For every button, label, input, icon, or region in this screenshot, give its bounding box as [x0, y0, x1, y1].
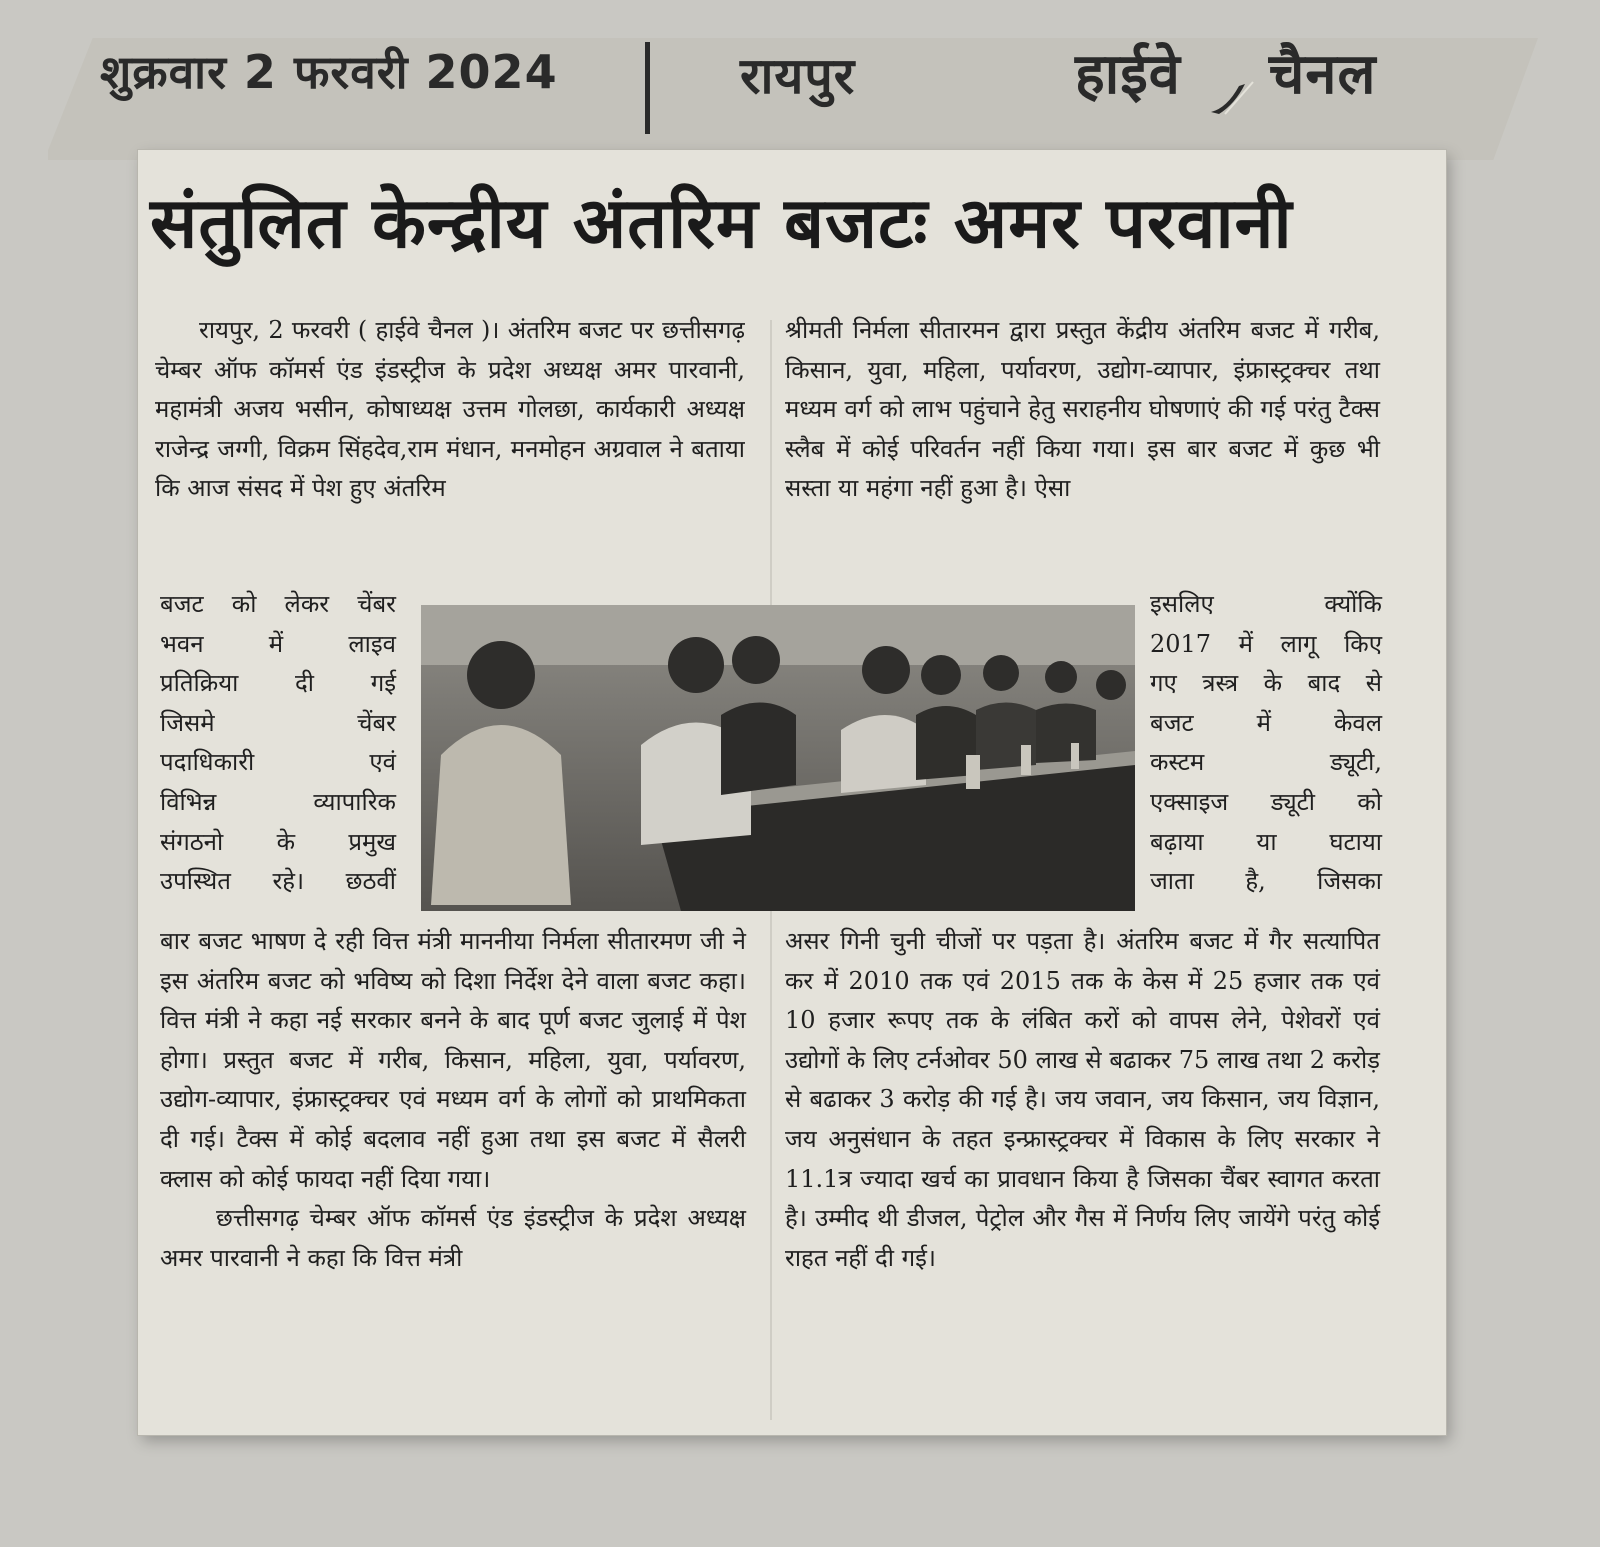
- left-wrap-column: [160, 585, 396, 902]
- left-wrap-line: जिसमे चेंबर: [160, 708, 396, 737]
- left-wrap-line: संगठनो के प्रमुख: [160, 827, 396, 856]
- left-wrap-line: बजट को लेकर चेंबर: [160, 590, 396, 618]
- left-paragraph-1-top: रायपुर, 2 फरवरी ( हाईवे चैनल )। अंतरिम बजट पर छत्तीसगढ़ चेम्बर ऑफ कॉमर्स एंड इंडस्ट्रीज के प्रदेश अध्यक्ष अमर पारवानी, महामंत्री अजय भसीन, कोषाध्यक्ष उत्तम गोलछा, कार्यकारी अध्यक्ष राजेन्द्र जग्गी, विक्रम सिंहदेव,राम मंधान, मनमोहन अग्रवाल ने बताया कि आज संसद में पेश हुए अंतरिम: [155, 316, 745, 503]
- right-paragraph-bottom: असर गिनी चुनी चीजों पर पड़ता है। अंतरिम बजट में गैर सत्यापित कर में 2010 तक एवं 2015 तक के केस में 25 हजार तक एवं 10 हजार रूपए तक के लंबित करों को वापस लेने, पेशेवरों एवं उद्योगों के लिए टर्नओवर 50 लाख से बढाकर 75 लाख तथा 2 करोड़ से बढाकर 3 करोड़ की गई है। जय जवान, जय किसान, जय विज्ञान, जय अनुसंधान के तहत इन्फ्रास्ट्रक्चर में विकास के लिए सरकार ने 11.1त्र ज्यादा खर्च का प्रावधान किया है जिसका चैंबर स्वागत करता है। उम्मीद थी डीजल, पेट्रोल और गैस में निर्णय लिए जायेंगे परंतु कोई राहत नहीं दी गई।: [785, 927, 1380, 1272]
- right-wrap-line: बढ़ाया या घटाया: [1150, 827, 1382, 856]
- right-wrap-column: [1150, 585, 1382, 902]
- right-wrap-line: कस्टम ड्यूटी,: [1150, 748, 1382, 777]
- left-wrap-line: पदाधिकारी एवं: [160, 748, 396, 777]
- right-wrap-line: 2017 में लागू किए: [1150, 629, 1382, 658]
- article-photo: [421, 605, 1135, 911]
- left-column-intro: [155, 311, 745, 588]
- left-paragraph-1-bottom: बार बजट भाषण दे रही वित्त मंत्री माननीया निर्मला सीतारमण जी ने इस अंतरिम बजट को भविष्य को दिशा निर्देश देने वाला बजट कहा। वित्त मंत्री ने कहा नई सरकार बनने के बाद पूर्ण बजट जुलाई में पेश होगा। प्रस्तुत बजट में गरीब, किसान, महिला, युवा, पर्यावरण, उद्योग-व्यापार, इंफ्रास्ट्रक्चर एवं मध्यम वर्ग के लोगों को प्राथमिकता दी गई। टैक्स में कोई बदलाव नहीं हुआ तथा इस बजट में सैलरी क्लास को कोई फायदा नहीं दिया गया।: [160, 927, 746, 1193]
- left-wrap-line: उपस्थित रहे। छठवीं: [160, 867, 396, 896]
- article-headline: संतुलित केन्द्रीय अंतरिम बजटः अमर परवानी: [150, 182, 1293, 264]
- right-wrap-line: गए त्रस्त्र के बाद से: [1150, 669, 1382, 698]
- brand-logo-icon: [1205, 78, 1265, 118]
- right-column-body: [785, 922, 1380, 1278]
- masthead-city: रायपुर: [740, 47, 856, 105]
- left-wrap-line: विभिन्न व्यापारिक: [160, 787, 396, 816]
- right-column-top: [785, 311, 1380, 509]
- brand-word-2: चैनल: [1268, 42, 1377, 107]
- left-column-body: [160, 922, 746, 1278]
- brand-word-1: हाईवे: [1075, 42, 1181, 107]
- right-wrap-line: इसलिए क्योंकि: [1150, 590, 1382, 618]
- masthead-divider: [645, 42, 650, 134]
- press-meeting-photo: [421, 605, 1135, 911]
- left-wrap-line: प्रतिक्रिया दी गई: [160, 669, 396, 698]
- right-paragraph-top: श्रीमती निर्मला सीतारमन द्वारा प्रस्तुत केंद्रीय अंतरिम बजट में गरीब, किसान, युवा, महिला, पर्यावरण, उद्योग-व्यापार, इंफ्रास्ट्रक्चर तथा मध्यम वर्ग को लाभ पहुंचाने हेतु सराहनीय घोषणाएं की गई परंतु टैक्स स्लैब में कोई परिवर्तन नहीं किया गया। इस बार बजट में कुछ भी सस्ता या महंगा नहीं हुआ है। ऐसा: [785, 316, 1380, 503]
- left-paragraph-2: छत्तीसगढ़ चेम्बर ऑफ कॉमर्स एंड इंडस्ट्रीज के प्रदेश अध्यक्ष अमर पारवानी ने कहा कि वित्त मंत्री: [160, 1204, 746, 1272]
- masthead-date: शुक्रवार 2 फरवरी 2024: [100, 45, 558, 99]
- right-wrap-line: एक्साइज ड्यूटी को: [1150, 787, 1382, 816]
- right-wrap-line: बजट में केवल: [1150, 708, 1382, 737]
- left-wrap-line: भवन में लाइव: [160, 629, 396, 658]
- right-wrap-line: जाता है, जिसका: [1150, 867, 1382, 896]
